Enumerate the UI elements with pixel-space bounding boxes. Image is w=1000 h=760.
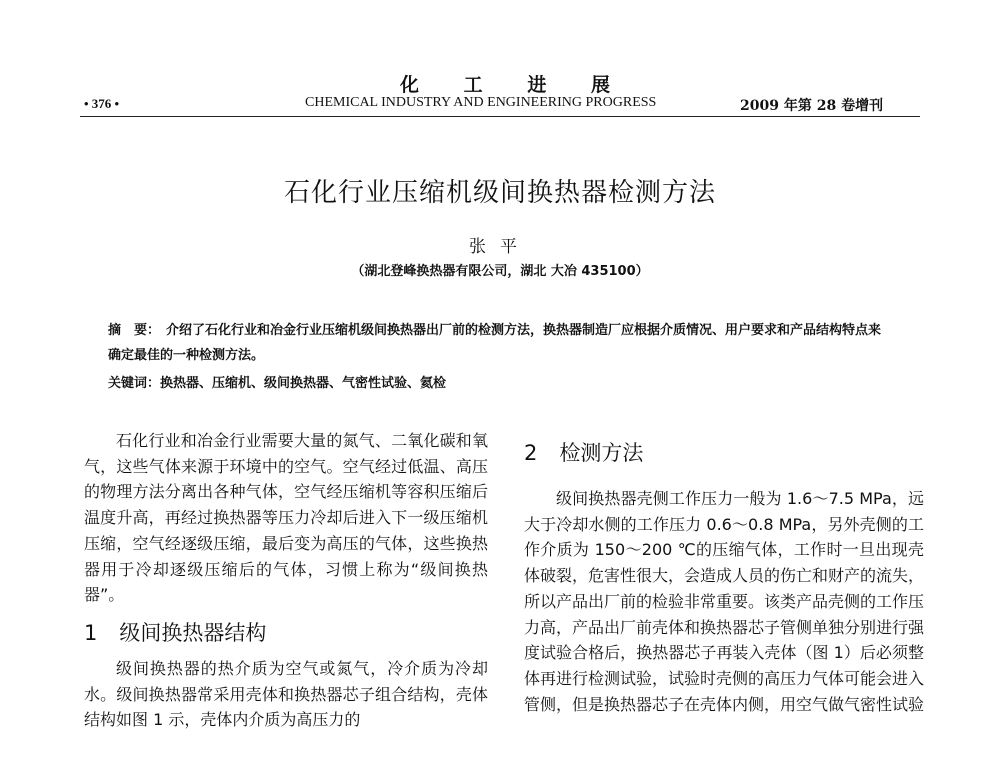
journal-title-en: CHEMICAL INDUSTRY AND ENGINEERING PROGRESS — [305, 95, 657, 110]
section-2-paragraph: 级间换热器壳侧工作压力一般为 1.6～7.5 MPa，远大于冷却水侧的工作压力 0.6～0.8 MPa，另外壳侧的工作介质为 150～200 ℃的压缩气体，工作时一旦出现壳体破裂，危害性很大，会造成人员的伤亡和财产的流失，所以产品出厂前的检验非常重要。该类产品壳侧的工作压力高，产品出厂前壳体和换热器芯子管侧单独分别进行强度试验合格后，换热器芯子再装入壳体（图 1）后必须整体再进行检测试验，试验时壳侧的高压力气体可能会进入管侧，但是换热器芯子在壳体内侧，用空气做气密性试验 — [524, 489, 925, 714]
abstract — [108, 318, 888, 368]
journal-title-char: 进 — [527, 74, 547, 96]
keywords-label: 关键词： — [108, 376, 161, 391]
section-1-paragraph: 级间换热器的热介质为空气或氮气，冷介质为冷却水。级间换热器常采用壳体和换热器芯子组合结构，壳体结构如图 1 示，壳体内介质为高压力的 — [84, 658, 488, 730]
author-name: 张平 — [469, 237, 531, 257]
section-title: 检测方法 — [559, 441, 644, 465]
journal-title-char: 展 — [590, 74, 610, 96]
keywords — [108, 372, 888, 391]
keywords-text: 换热器、压缩机、级间换热器、气密性试验、氦检 — [160, 376, 447, 391]
section-title: 级间换热器结构 — [119, 620, 267, 645]
paper-title: 石化行业压缩机级间换热器检测方法 — [283, 178, 716, 208]
right-column — [524, 436, 924, 717]
intro-paragraph: 石化行业和冶金行业需要大量的氮气、二氧化碳和氧气，这些气体来源于环境中的空气。空气经过低温、高压的物理方法分离出各种气体，空气经压缩机等容积压缩后温度升高，再经过换热器等压力冷却后进入下一级压缩机压缩，空气经逐级压缩，最后变为高压的气体，这些换热器用于冷却逐级压缩后的气体，习惯上称为“级间换热器”。 — [84, 431, 488, 605]
section-number: 2 — [524, 441, 538, 465]
issue-info: 2009 年第 28 卷增刊 — [740, 98, 884, 114]
abstract-label: 摘 要： — [108, 323, 161, 338]
section-heading-2 — [524, 436, 924, 470]
header-rule — [80, 116, 920, 117]
section-heading-1 — [84, 616, 488, 650]
left-column — [84, 428, 488, 733]
author-affiliation: （湖北登峰换热器有限公司，湖北 大冶 435100） — [351, 264, 649, 279]
journal-title-char: 化 — [400, 74, 420, 96]
abstract-text: 介绍了石化行业和冶金行业压缩机级间换热器出厂前的检测方法，换热器制造厂应根据介质情况、用户要求和产品结构特点来确定最佳的一种检测方法。 — [108, 323, 882, 363]
journal-title-char: 工 — [463, 74, 483, 96]
page-number: • 376 • — [84, 96, 120, 111]
section-number: 1 — [84, 620, 98, 645]
journal-title-cn — [400, 70, 610, 97]
